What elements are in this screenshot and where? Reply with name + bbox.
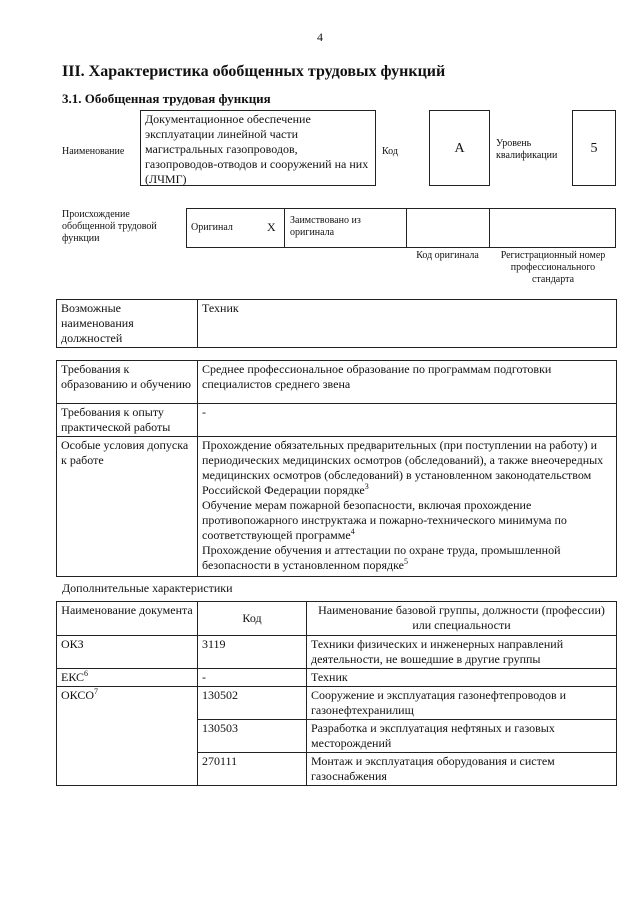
level-value: 5 <box>590 141 598 156</box>
code-label: Код <box>382 146 398 157</box>
col-code-header: Код <box>198 602 307 636</box>
original-mark: X <box>267 220 276 234</box>
special-conditions <box>198 437 617 577</box>
requirements-table <box>56 360 617 577</box>
reg-number-caption: Регистрационный номер профессионального стандарта <box>500 250 606 285</box>
original-label: Оригинал <box>191 222 233 233</box>
borrowed-label: Заимствовано из оригинала <box>290 215 361 238</box>
level-box <box>572 110 616 186</box>
special-paragraph-3: Прохождение обучения и аттестации по охране труда, промышленной безопасности в установленном порядке$^5$ <box>202 543 561 572</box>
level-label: Уровень квалификации <box>496 138 558 161</box>
table-row: 270111 Монтаж и эксплуатация оборудования и систем газоснабжения <box>57 753 617 786</box>
function-name-value: Документационное обеспечение эксплуатации линейной части магистральных газопроводов, газопроводов-отводов и сооружений на них (ЛЧМГ) <box>145 112 369 186</box>
additional-title: Дополнительные характеристики <box>62 581 233 595</box>
table-row: ОКЗ 3119 Техники физических и инженерных направлений деятельности, не вошедшие в другие группы <box>57 636 617 669</box>
special-paragraph-2: Обучение мерам пожарной безопасности, включая прохождение противопожарного инструктажа и пожарно-технического минимума по соответствующей программе$^4$ <box>202 498 567 542</box>
footnote-ref: 5 <box>403 557 408 566</box>
section-title: III. Характеристика обобщенных трудовых функций <box>62 63 446 80</box>
education-value: Среднее профессиональное образование по программам подготовки специалистов среднего звена <box>198 361 617 404</box>
experience-value: - <box>198 404 617 437</box>
footnote-ref: 4 <box>350 527 355 536</box>
table-row: ОКСО$^7$ 130502 Сооружение и эксплуатация газонефтепроводов и газонефтехранилищ <box>57 687 617 720</box>
table-row: 130503 Разработка и эксплуатация нефтяных и газовых месторождений <box>57 720 617 753</box>
function-name-box <box>140 110 376 186</box>
code-box <box>429 110 490 186</box>
col-doc-header: Наименование документа <box>57 602 198 636</box>
footnote-ref: 7 <box>94 687 99 696</box>
special-label: Особые условия допуска к работе <box>57 437 198 577</box>
positions-label: Возможные наименования должностей <box>57 300 198 348</box>
page-number: 4 <box>317 30 323 44</box>
special-paragraph-1: Прохождение обязательных предварительных (при поступлении на работу) и периодических медицинских осмотров (обследований), а также внеочередных медицинских осмотров (обследований) в установленном законодательством Российской Федерации порядке$^3$ <box>202 438 604 497</box>
name-label: Наименование <box>62 146 125 157</box>
positions-table <box>56 299 617 348</box>
code-value: А <box>454 141 465 156</box>
education-label: Требования к образованию и обучению <box>57 361 198 404</box>
footnote-ref: 6 <box>84 669 89 678</box>
col-name-header: Наименование базовой группы, должности (профессии) или специальности <box>307 602 617 636</box>
positions-value: Техник <box>198 300 617 348</box>
additional-table <box>56 601 617 786</box>
code-original-caption: Код оригинала <box>416 250 479 261</box>
subsection-title: 3.1. Обобщенная трудовая функция <box>62 91 271 106</box>
footnote-ref: 3 <box>364 482 369 491</box>
origin-label: Происхождение обобщенной трудовой функции <box>62 209 157 244</box>
origin-box <box>186 208 616 248</box>
table-row: ЕКС$^6$ - Техник <box>57 669 617 687</box>
experience-label: Требования к опыту практической работы <box>57 404 198 437</box>
